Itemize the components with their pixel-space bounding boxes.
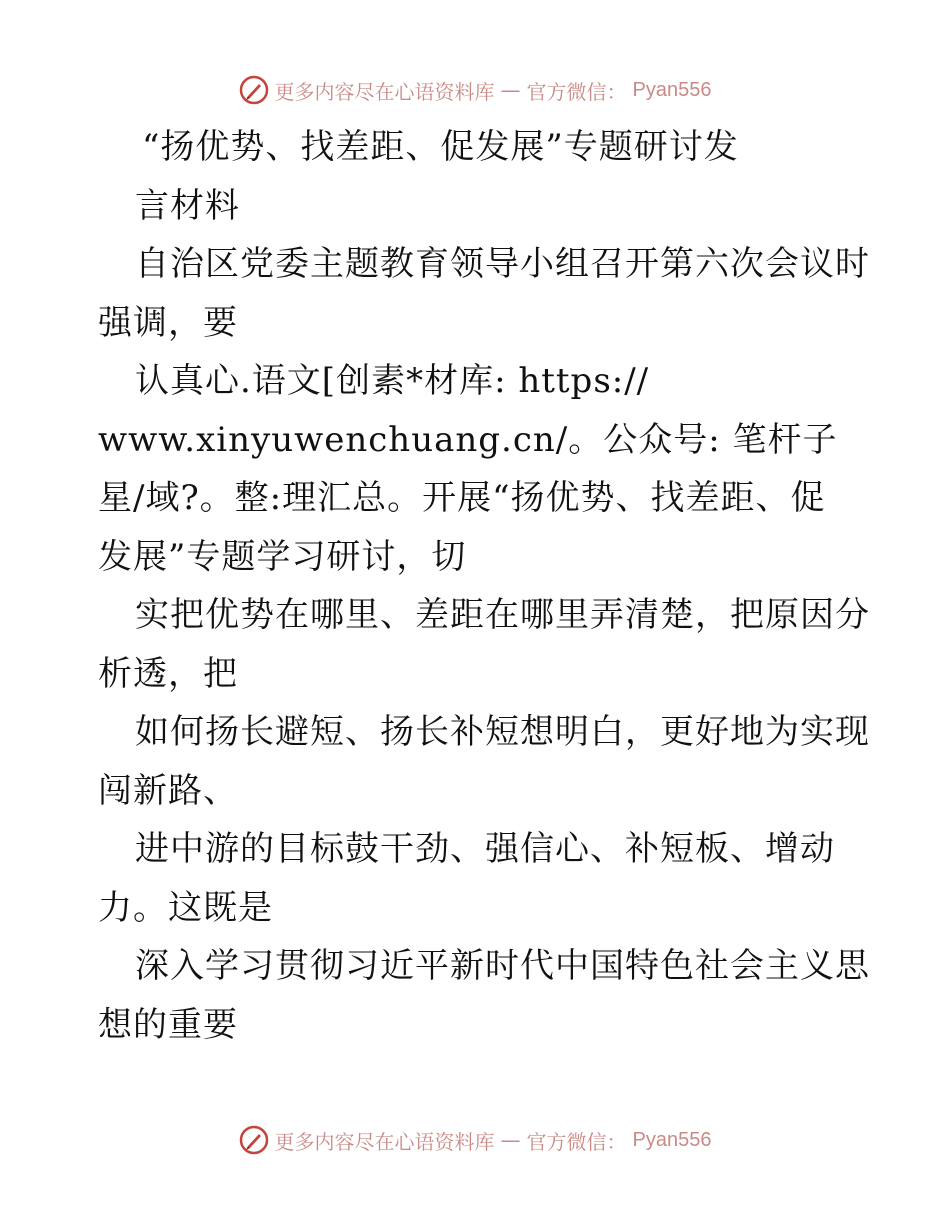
watermark-wechat-id: Pyan556 — [632, 1128, 712, 1151]
pen-logo-icon — [239, 1125, 269, 1155]
paragraph-line: 深入学习贯彻习近平新时代中国特色社会主义思 — [135, 946, 870, 986]
paragraph-line: 如何扬长避短、扬长补短想明白，更好地为实现 — [135, 712, 870, 752]
pen-logo-icon — [239, 75, 269, 105]
paragraph-line: 实把优势在哪里、差距在哪里弄清楚，把原因分 — [135, 595, 870, 635]
paragraph-line: 想的重要 — [98, 1004, 238, 1045]
document-body — [98, 118, 870, 1054]
footer-watermark — [0, 1120, 950, 1160]
paragraph-line: 星/域?。整:理汇总。开展“扬优势、找差距、促 — [98, 478, 826, 518]
paragraph-line: 发展”专题学习研讨，切 — [98, 536, 467, 577]
watermark-wechat-label: 官方微信： — [526, 1129, 627, 1154]
paragraph-line: 强调，要 — [98, 302, 238, 343]
paragraph-line: 析透，把 — [98, 653, 238, 694]
paragraph-line: 进中游的目标鼓干劲、强信心、补短板、增动 — [135, 829, 835, 869]
watermark-wechat-label: 官方微信： — [526, 79, 627, 104]
paragraph-line: 闯新路、 — [98, 770, 238, 811]
document-title-line-1: “扬优势、找差距、促发展”专题研讨发 — [142, 127, 739, 167]
header-watermark — [0, 70, 950, 110]
paragraph-line: 自治区党委主题教育领导小组召开第六次会议时 — [135, 244, 870, 284]
watermark-separator: — — [500, 78, 521, 102]
watermark-library-text: 更多内容尽在心语资料库 — [274, 79, 495, 104]
paragraph-line: 力。这既是 — [98, 887, 273, 928]
paragraph-line: www.xinyuwenchuang.cn/。公众号: 笔杆子 — [98, 419, 838, 460]
document-title-line-2: 言材料 — [135, 185, 240, 226]
watermark-library-text: 更多内容尽在心语资料库 — [274, 1129, 495, 1154]
watermark-separator: — — [500, 1128, 521, 1152]
paragraph-line: 认真心.语文[创素*材库: https:// — [135, 361, 650, 401]
watermark-wechat-id: Pyan556 — [632, 78, 712, 101]
